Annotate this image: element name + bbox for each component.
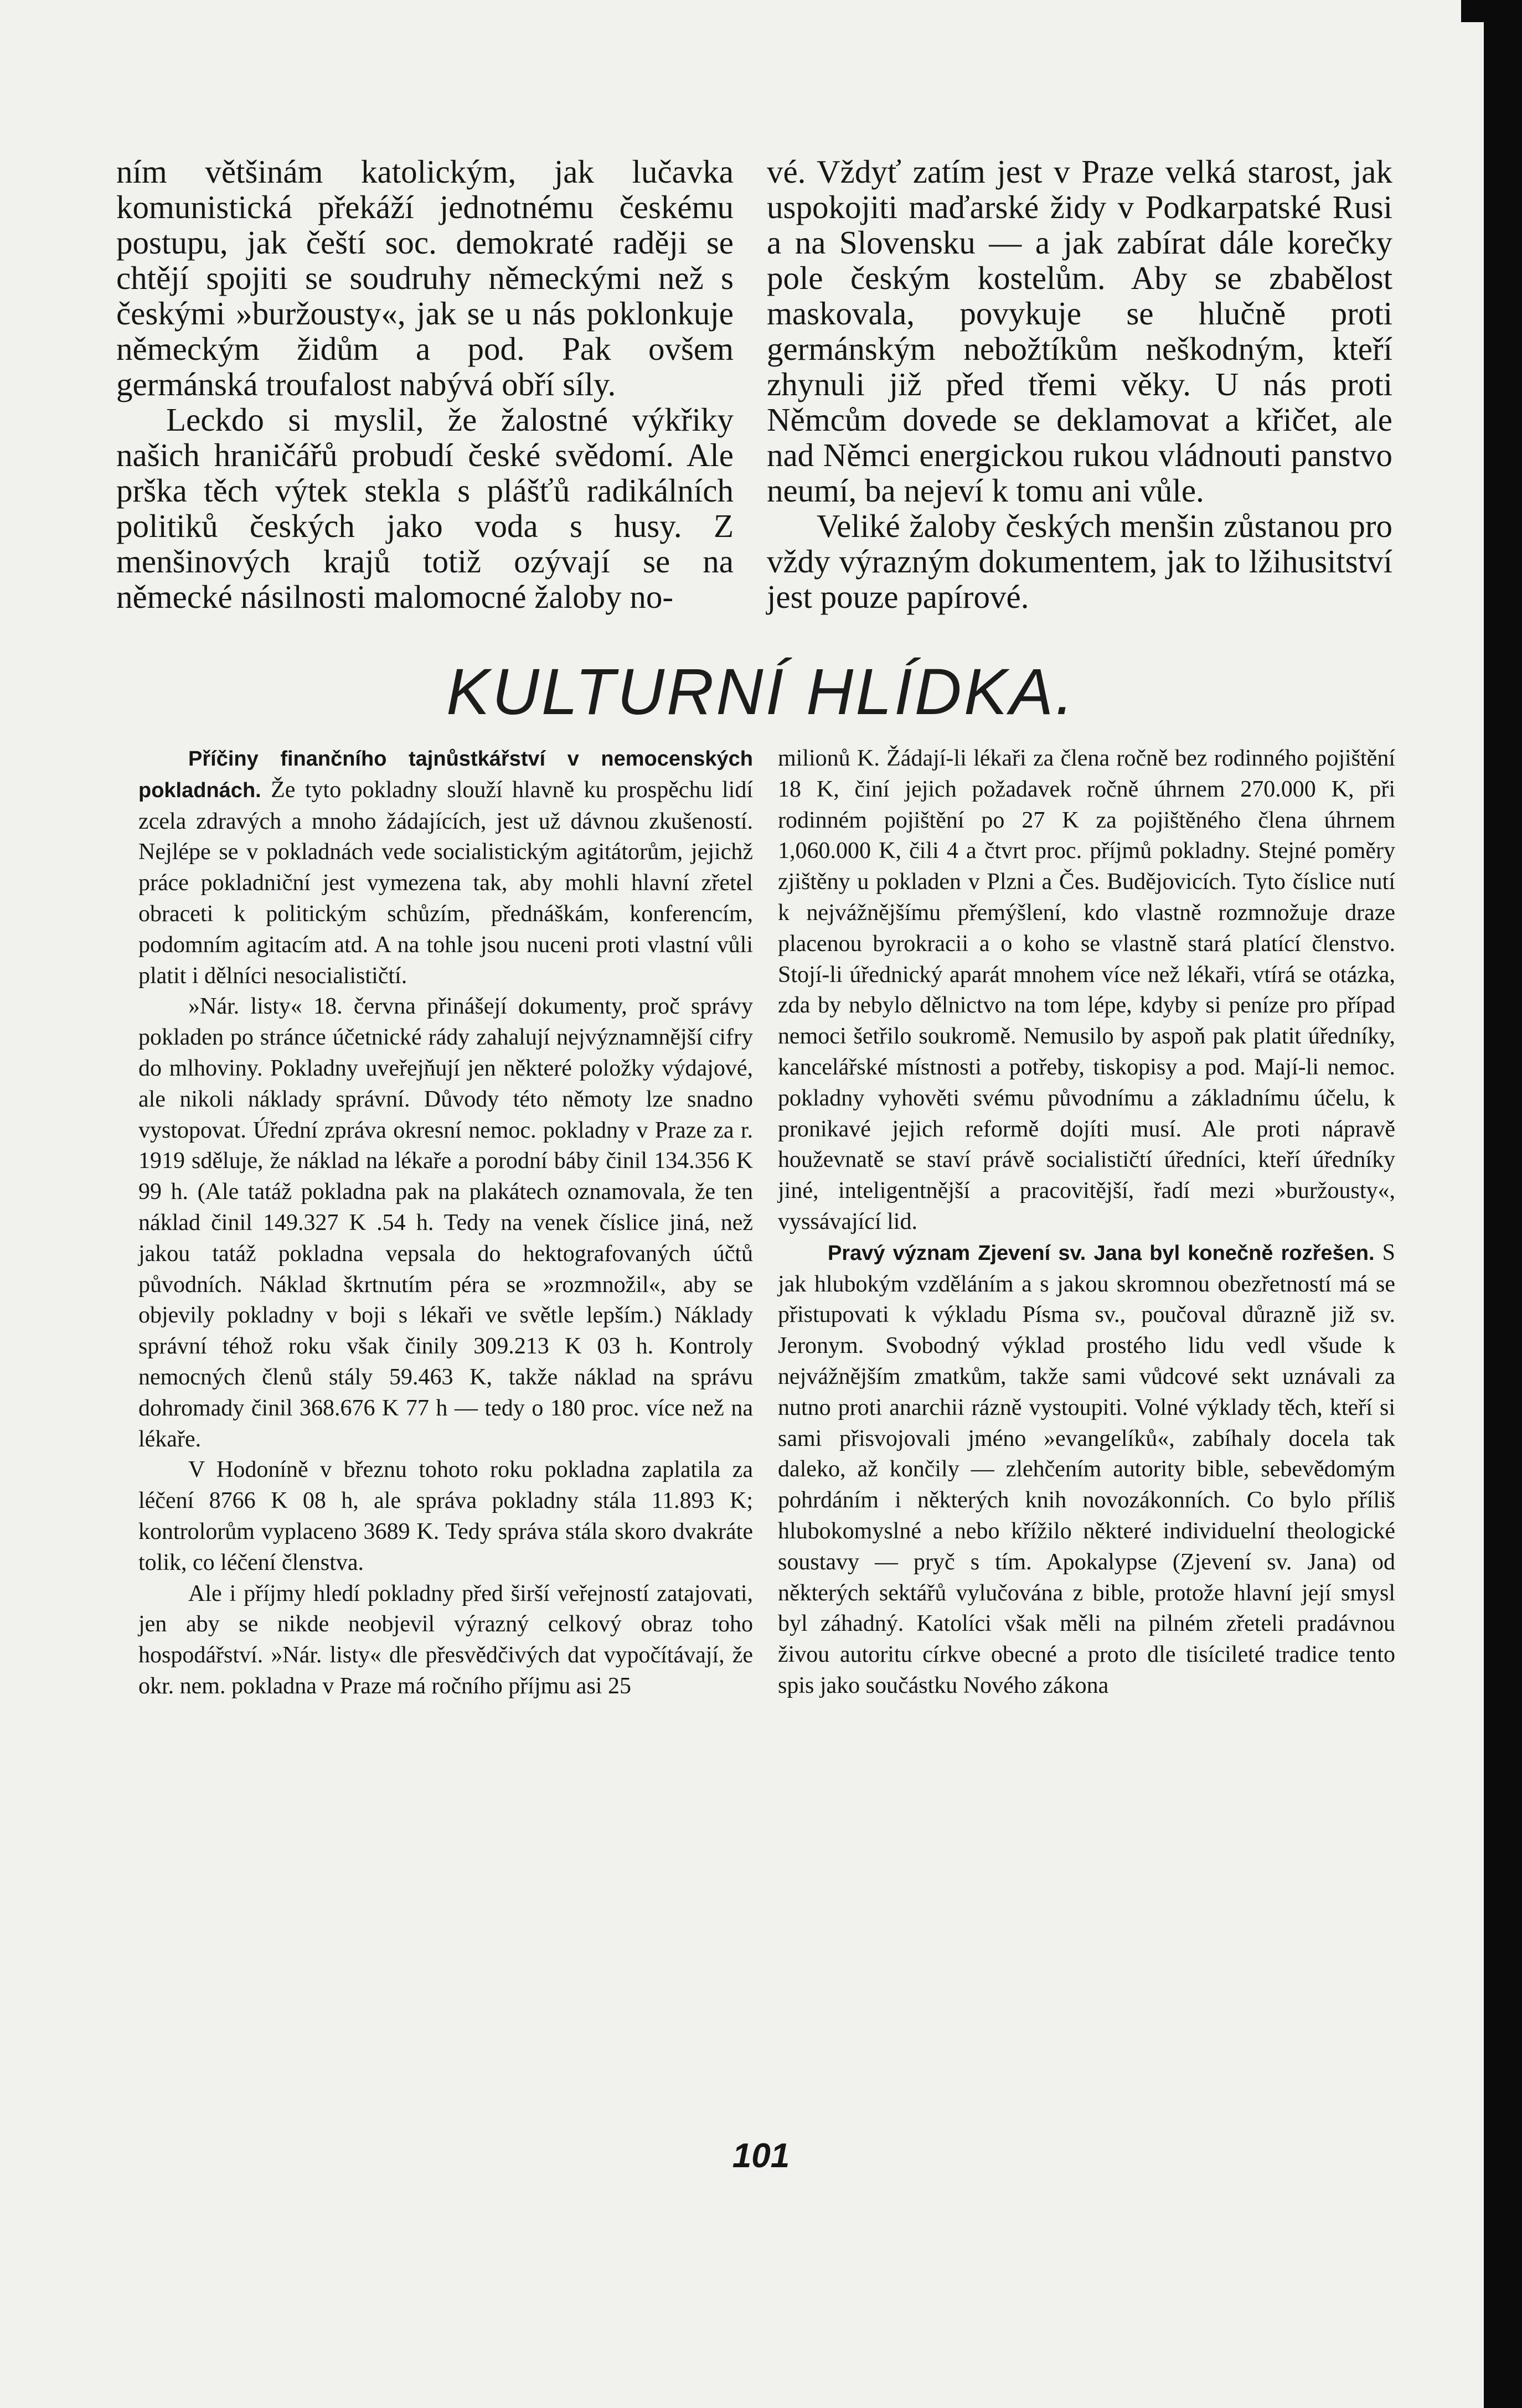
paragraph — [138, 1579, 753, 1702]
paragraph: ním většinám katolickým, jak lučavka komunistická překáží jednotnému českému postupu, jak čeští soc. demokraté raději se chtějí spojiti se soudruhy německými než s českými »buržousty«, jak se u nás poklonkuje německým židům a pod. Pak ovšem germánská troufalost nabývá obří síly. — [116, 153, 734, 402]
article-text: Ale i příjmy hledí pokladny před širší veřejností zatajovati, jen aby se nikde neobjevil výrazný celkový obraz toho hospodářství. »Nár. listy« dle přesvědčivých dat vypočítávají, že okr. nem. pokladna v Praze má ročního příjmu asi 25 — [138, 1580, 753, 1699]
section-title: KULTURNÍ HLÍDKA. — [446, 655, 1076, 728]
lower-right-column — [778, 743, 1395, 1702]
article-text: V Hodoníně v březnu tohoto roku pokladna zaplatila za léčení 8766 K 08 h, ale správa pokladny stála 11.893 K; kontrolorům vyplaceno 3689 K. Tedy správa stála skoro dvakráte tolik, co léčení členstva. — [138, 1457, 753, 1575]
page-edge-shadow — [1484, 0, 1522, 2408]
article-text: milionů K. Žádají-li lékaři za člena ročně bez rodinného pojištění 18 K, činí jejich požadavek ročně úhrnem 270.000 K, při rodinném pojištění po 27 K za pojištěného člena úhrnem 1,060.000 K, čili 4 a čtvrt proc. příjmů pokladny. Stejné poměry zjištěny u pokladen v Plzni a Čes. Budějovicích. Tyto číslice nutí k nejvážnějšímu přemýšlení, kdo vlastně rozmnožuje draze placenou byrokracii a o koho se vlastně stará platící členstvo. Stojí-li úřednický aparát mnohem více než lékaři, vtírá se otázka, zda by nebylo dělnictvo na tom lépe, kdyby si peníze pro případ nemoci šetřilo soukromě. Nemusilo by aspoň pak platit úředníky, kancelářské místnosti a potřeby, tiskopisy a pod. Mají-li nemoc. pokladny vyhověti svému původnímu a základnímu účelu, k pronikavé jejich reformě dojíti musí. Ale proti nápravě houževnatě se staví právě socialističtí úředníci, kteří úředníky jiné, inteligentnější a pracovitější, řadí mezi »buržousty«, vyssávající lid. — [778, 746, 1395, 1234]
paragraph — [138, 1455, 753, 1578]
article-text: »Nár. listy« 18. června přinášejí dokumenty, proč správy pokladen po stránce účetnické rády zahalují nejvýznamnější cifry do mlhoviny. Pokladny uveřejňují jen některé položky výdajové, ale nikoli náklady správní. Důvody této němoty lze snadno vystopovat. Úřední zpráva okresní nemoc. pokladny v Praze za r. 1919 sděluje, že náklad na lékaře a porodní báby činil 134.356 K 99 h. (Ale tatáž pokladna pak na plakátech oznamovala, že ten náklad činil 149.327 K .54 h. Tedy na venek číslice jiná, než jakou tatáž pokladna vepsala do hektografovaných účtů původních. Náklad škrtnutím péra se »rozmnožil«, aby se objevily pokladny v boji s lékaři ve světle lepším.) Náklady správní téhož roku však činily 309.213 K 03 h. Kontroly nemocných členů stály 59.463 K, takže náklad na správu dohromady činil 368.676 K 77 h — tedy o 180 proc. více než na lékaře. — [138, 994, 753, 1452]
upper-right-column — [767, 154, 1392, 614]
article-lead: Pravý význam Zjevení sv. Jana byl konečně rozřešen. — [828, 1241, 1375, 1265]
paragraph — [138, 743, 753, 991]
article-text: S jak hlubokým vzděláním a s jakou skromnou obezřetností má se přistupovati k výkladu Písma sv., poučoval důrazně již sv. Jeronym. Svobodný výklad prostého lidu vedl všude k nejvážnějším zmatkům, takže sami vůdcové sekt uznávali za nutno proti anarchii rázně vystoupiti. Volné výklady těch, kteří si sami přisvojovali jméno »evangelíků«, zabíhaly docela tak daleko, až končily — zlehčením autority bible, sebevědomým pohrdáním i některých knih novozákonních. Co bylo příliš hlubokomyslné a nebo křížilo některé individuelní theologické soustavy — pryč s tím. Apokalypse (Zjevení sv. Jana) od některých sektářů vylučována z bible, protože hlavní její smysl byl záhadný. Katolíci však měli na pilném zřeteli pradávnou živou autoritu církve obecné a proto dle tisícileté tradice tento spis jako součástku Nového zákona — [778, 1239, 1395, 1698]
page-corner-shadow — [1461, 0, 1522, 22]
paragraph — [778, 1238, 1395, 1702]
page-number: 101 — [732, 2137, 790, 2175]
paragraph: vé. Vždyť zatím jest v Praze velká starost, jak uspokojiti maďarské židy v Podkarpatské Rusi a na Slovensku — a jak zabírat dále korečky pole českým kostelům. Aby se zbabělost maskovala, povykuje se hlučně proti germánským nebožtíkům neškodným, kteří zhynuli již před třemi věky. U nás proti Němcům dovede se deklamovat a křičet, ale nad Němci energickou rukou vládnouti panstvo neumí, ba nejeví k tomu ani vůle. — [767, 153, 1392, 509]
paragraph — [778, 743, 1395, 1238]
paragraph: Veliké žaloby českých menšin zůstanou pro vždy výrazným dokumentem, jak to lžihusitství jest pouze papírové. — [767, 508, 1392, 615]
upper-left-column — [116, 154, 734, 614]
article-text: Že tyto pokladny slouží hlavně ku prospěchu lidí zcela zdravých a mnoho žádajících, jest už dávnou zkušeností. Nejlépe se v pokladnách vede socialistickým agitátorům, jejichž práce pokladniční jest vymezena tak, aby mohli hlavní zřetel obraceti k politickým schůzím, přednáškám, konferencím, podomním agitacím atd. A na tohle jsou nuceni proti vlastní vůli platit i dělníci nesocialističtí. — [138, 777, 753, 989]
paragraph: Leckdo si myslil, že žalostné výkřiky našich hraničářů probudí české svědomí. Ale prška těch výtek stekla s plášťů radikálních politiků českých jako voda s husy. Z menšinových krajů totiž ozývají se na německé násilnosti malomocné žaloby no- — [116, 401, 734, 615]
lower-left-column — [138, 743, 753, 1702]
article-lead: Příčiny finančního tajnůstkářství v nemocenských pokladnách. — [138, 747, 753, 802]
paragraph — [138, 991, 753, 1455]
